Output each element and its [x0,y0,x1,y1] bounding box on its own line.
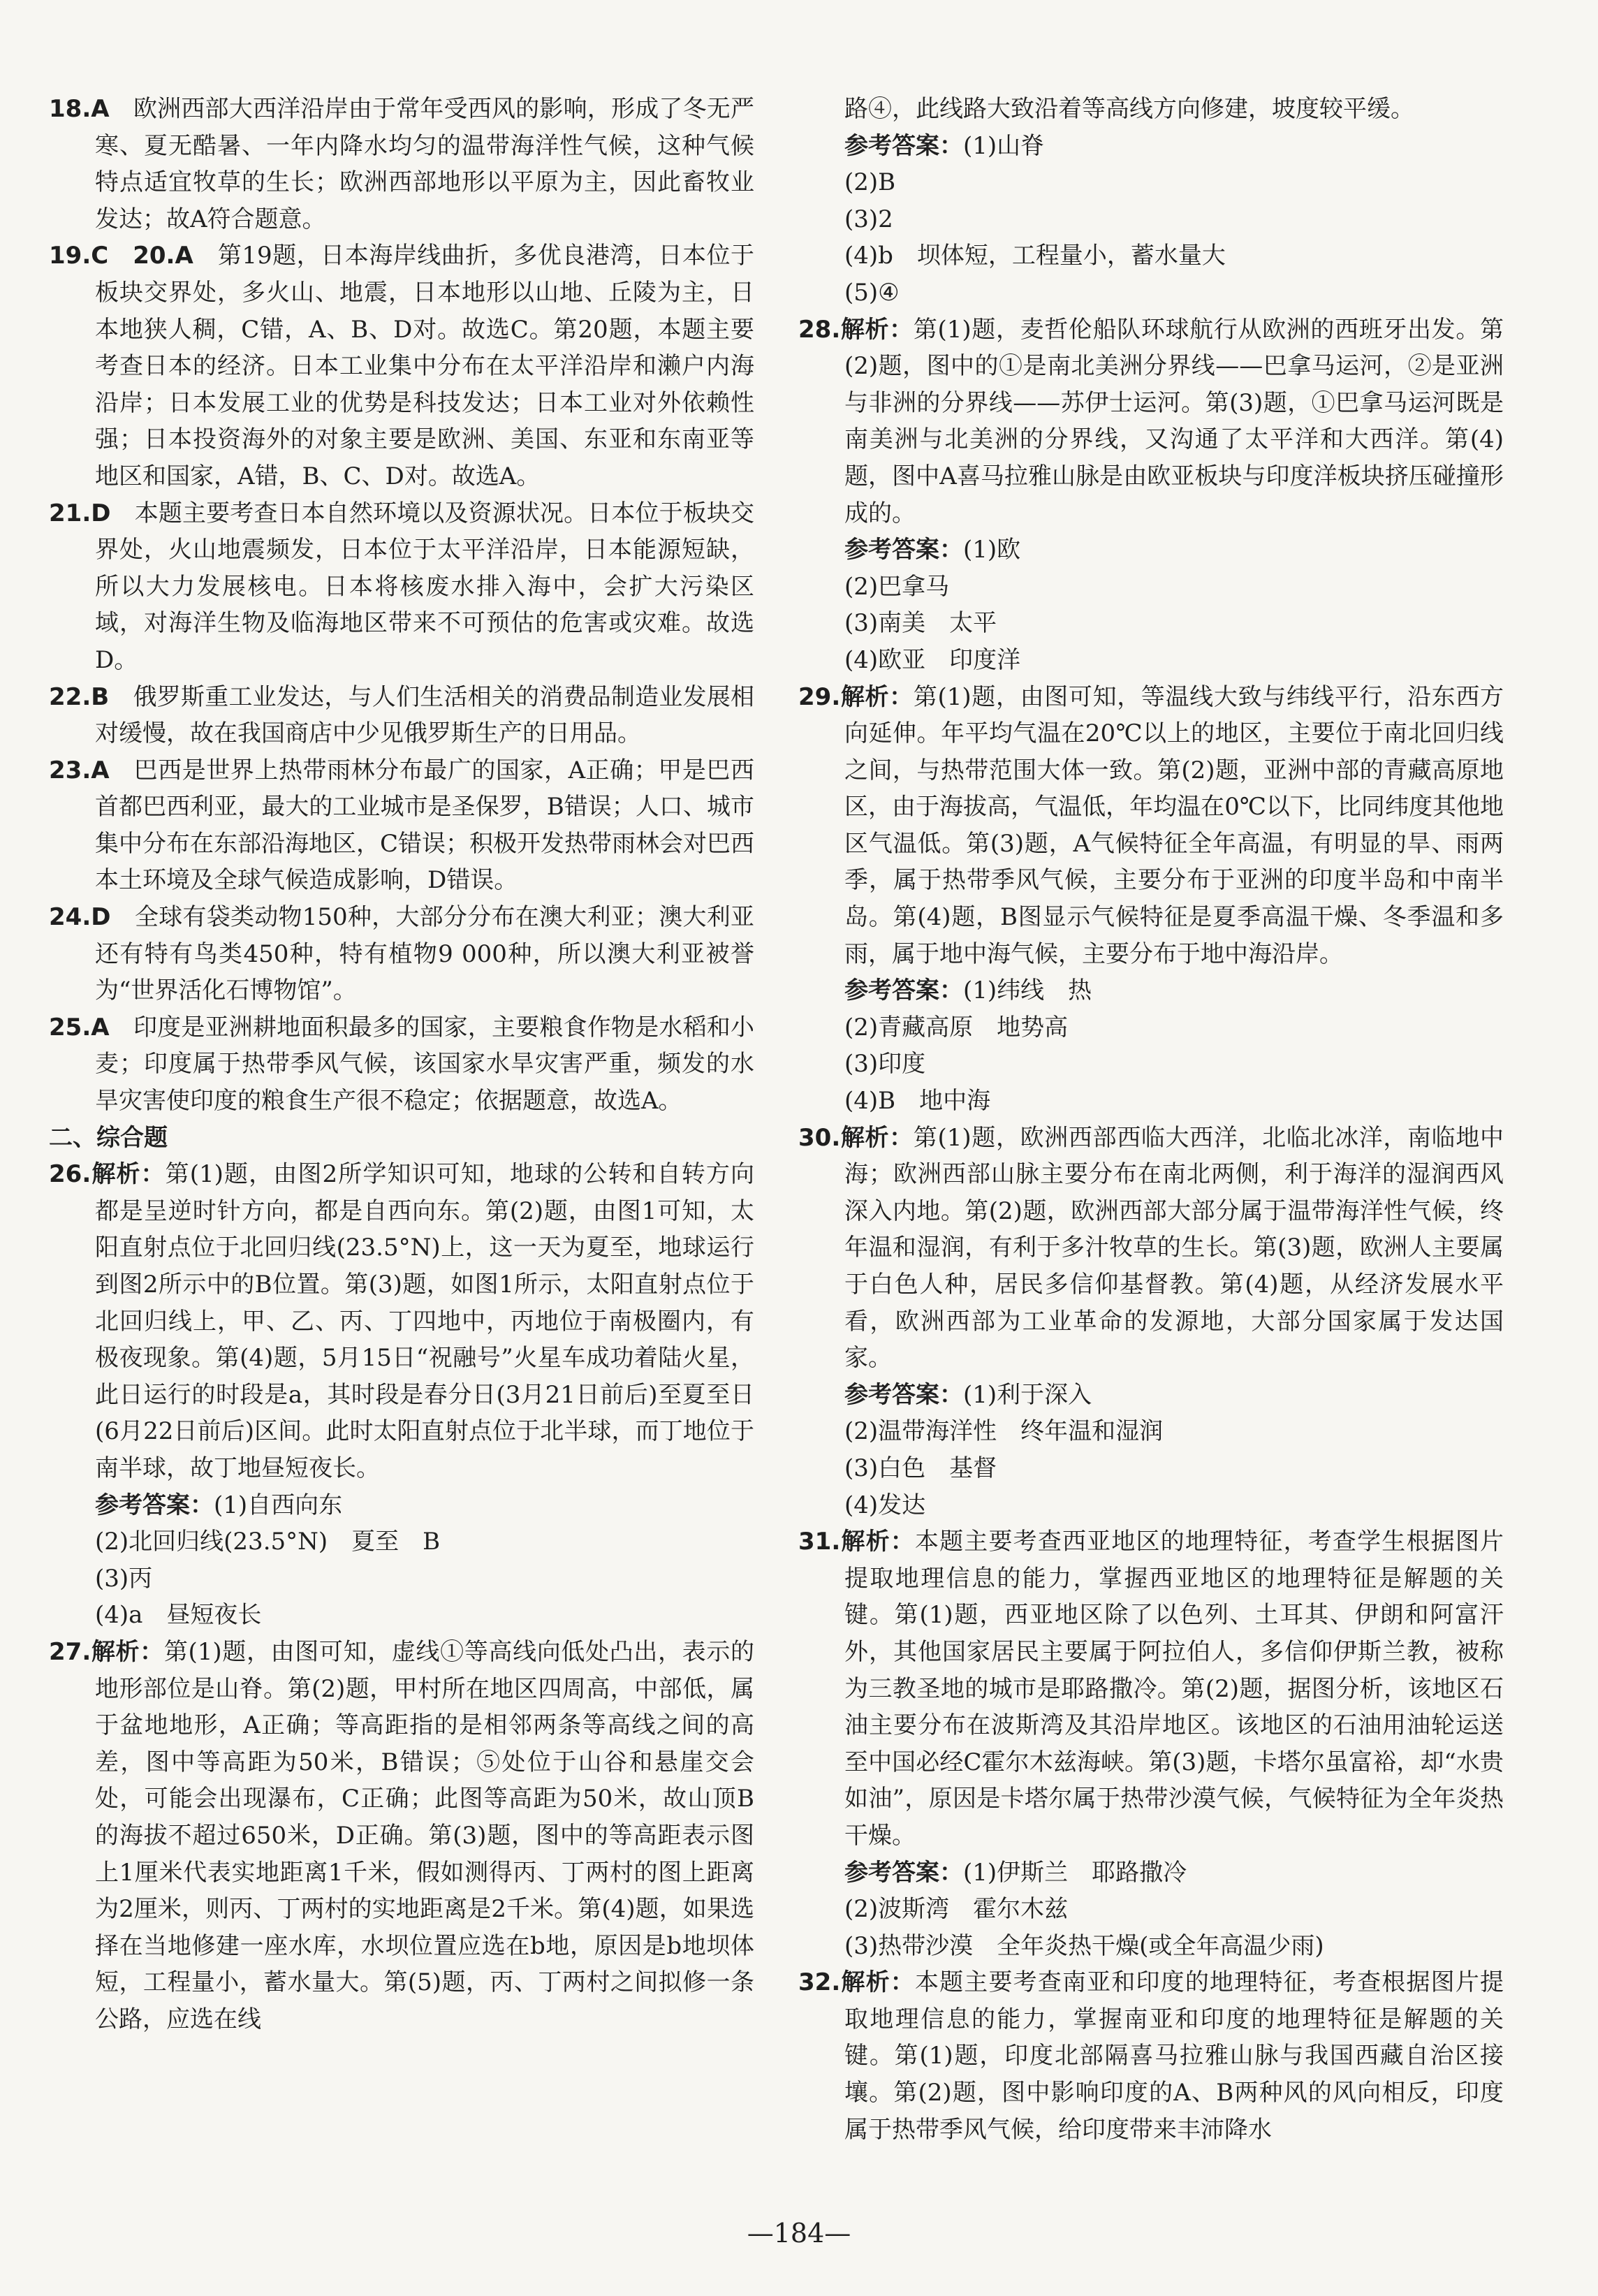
answer-item-18 [49,91,754,237]
analysis-text: 第(1)题，由图可知，虚线①等高线向低处凸出，表示的地形部位是山脊。第(2)题，甲村所在地区四周高，中部低，属于盆地地形，A正确；等高距指的是相邻两条等高线之间的高差，图中等高距为50米，B错误；⑤处位于山谷和悬崖交会处，可能会出现瀑布，C正确；此图等高距为50米，故山顶B的海拔不超过650米，D正确。第(3)题，图中的等高距表示图上1厘米代表实地距离1千米，假如测得丙、丁两村的图上距离为2厘米，则丙、丁两村的实地距离是2千米。第(4)题，如果选择在当地修建一座水库，水坝位置应选在b地，原因是b地坝体短，工程量小，蓄水量大。第(5)题，丙、丁两村之间拟修一条公路，应选在线 [95,1637,754,2033]
answer-item-31 [798,1523,1504,1854]
answer-line: (4)欧亚 印度洋 [844,645,1021,674]
answer-item-23 [49,752,754,899]
reference-answer-label: 参考答案： [844,536,963,564]
item-label: 23.A [49,756,110,784]
answer-line: (3)2 [844,205,893,233]
answer-item-25 [49,1009,754,1120]
answer-page [49,91,1551,2186]
page-number: —184— [747,2218,851,2249]
answer-line: (2)北回归线(23.5°N) 夏至 B [95,1528,441,1556]
left-column [49,91,754,2038]
answer-item-27-continued: 路④，此线路大致沿着等高线方向修建，坡度较平缓。 [844,95,1414,123]
answer-item-22 [49,679,754,752]
analysis-label: 29.解析： [798,682,914,711]
answer-line: (3)南美 太平 [844,609,997,638]
answer-line: (5)④ [844,278,900,307]
item-text: 欧洲西部大西洋沿岸由于常年受西风的影响，形成了冬无严寒、夏无酷暑、一年内降水均匀的温带海洋性气候，这种气候特点适宜牧草的生长；欧洲西部地形以平原为主，因此畜牧业发达；故A符合题意。 [95,95,755,233]
analysis-label: 32.解析： [798,1968,915,1997]
reference-answer-heading [798,128,1504,165]
analysis-text: 第(1)题，由图可知，等温线大致与纬线平行，沿东西方向延伸。年平均气温在20℃以上的地区，主要位于南北回归线之间，与热带范围大体一致。第(2)题，亚洲中部的青藏高原地区，由于海拔高，气温低，年均温在0℃以下，比同纬度其他地区气温低。第(3)题，A气候特征全年高温，有明显的旱、雨两季，属于热带季风气候，主要分布于亚洲的印度半岛和中南半岛。第(4)题，B图显示气候特征是夏季高温干燥、冬季温和多雨，属于地中海气候，主要分布于地中海沿岸。 [844,682,1504,968]
answer-line: (1)自西向东 [214,1491,343,1519]
item-label: 22.B [49,682,110,711]
reference-answer-heading [798,1377,1504,1414]
item-text: 第19题，日本海岸线曲折，多优良港湾，日本位于板块交界处，多火山、地震，日本地形以山地、丘陵为主，日本地狭人稠，C错，A、B、D对。故选C。第20题，本题主要考查日本的经济。日本工业集中分布在太平洋沿岸和濑户内海沿岸；日本发展工业的优势是科技发达；日本工业对外依赖性强；日本投资海外的对象主要是欧洲、美国、东亚和东南亚等地区和国家，A错，B、C、D对。故选A。 [95,242,755,490]
right-column [798,91,1504,2148]
answer-item-28 [798,312,1504,532]
reference-answer-heading [798,1855,1504,1892]
answer-item-26 [49,1156,754,1486]
analysis-text: 第(1)题，麦哲伦船队环球航行从欧洲的西班牙出发。第(2)题，图中的①是南北美洲分界线——巴拿马运河，②是亚洲与非洲的分界线——苏伊士运河。第(3)题，①巴拿马运河既是南美洲与北美洲的分界线，又沟通了太平洋和大西洋。第(4)题，图中A喜马拉雅山脉是由欧亚板块与印度洋板块挤压碰撞形成的。 [844,315,1504,527]
answer-line: (3)印度 [844,1050,926,1078]
answer-item-32 [798,1964,1504,2148]
answer-line: (3)白色 基督 [844,1454,997,1482]
answer-line: (3)热带沙漠 全年炎热干燥(或全年高温少雨) [844,1931,1324,1960]
reference-answer-label: 参考答案： [844,977,963,1005]
reference-answer-label: 参考答案： [95,1491,214,1519]
item-label: 24.D [49,903,111,932]
item-text: 印度是亚洲耕地面积最多的国家，主要粮食作物是水稻和小麦；印度属于热带季风气候，该国家水旱灾害严重，频发的水旱灾害使印度的粮食生产很不稳定；依据题意，故选A。 [95,1013,755,1116]
analysis-text: 本题主要考查西亚地区的地理特征，考查学生根据图片提取地理信息的能力，掌握西亚地区的地理特征是解题的关键。第(1)题，西亚地区除了以色列、土耳其、伊朗和阿富汗外，其他国家居民主要属于阿拉伯人，多信仰伊斯兰教，被称为三教圣地的城市是耶路撒冷。第(2)题，据图分析，该地区石油主要分布在波斯湾及其沿岸地区。该地区的石油用油轮运送至中国必经C霍尔木兹海峡。第(3)题，卡塔尔虽富裕，却“水贵如油”，原因是卡塔尔属于热带沙漠气候，气候特征为全年炎热干燥。 [844,1528,1504,1850]
reference-answer-label: 参考答案： [844,131,963,160]
answer-line: (4)b 坝体短，工程量小，蓄水量大 [844,242,1226,270]
answer-line: (3)丙 [95,1564,153,1593]
answer-line: (1)纬线 热 [963,977,1092,1005]
reference-answer-heading [798,532,1504,569]
item-label: 21.D [49,499,111,527]
answer-line: (2)波斯湾 霍尔木兹 [844,1895,1069,1924]
section-title: 二、综合题 [49,1123,168,1152]
answer-line: (2)温带海洋性 终年温和湿润 [844,1417,1164,1446]
analysis-label: 27.解析： [49,1637,164,1666]
item-text: 本题主要考查日本自然环境以及资源状况。日本位于板块交界处，火山地震频发，日本位于太平洋沿岸，日本能源短缺，所以大力发展核电。日本将核废水排入海中，会扩大污染区域，对海洋生物及临海地区带来不可预估的危害或灾难。故选D。 [95,499,755,674]
item-label: 25.A [49,1013,110,1041]
item-label: 19.C 20.A [49,242,193,270]
analysis-text: 第(1)题，由图2所学知识可知，地球的公转和自转方向都是呈逆时针方向，都是自西向东。第(2)题，由图1可知，太阳直射点位于北回归线(23.5°N)上，这一天为夏至，地球运行到图2所示中的B位置。第(3)题，如图1所示，太阳直射点位于北回归线上，甲、乙、丙、丁四地中，丙地位于南极圈内，有极夜现象。第(4)题，5月15日“祝融号”火星车成功着陆火星，此日运行的时段是a，其时段是春分日(3月21日前后)至夏至日(6月22日前后)区间。此时太阳直射点位于北半球，而丁地位于南半球，故丁地昼短夜长。 [95,1160,754,1482]
answer-item-19-20 [49,237,754,495]
answer-line: (1)伊斯兰 耶路撒冷 [963,1858,1187,1887]
answer-line: (1)山脊 [963,131,1045,160]
answer-item-29 [798,679,1504,973]
answer-line: (2)巴拿马 [844,572,950,601]
analysis-label: 26.解析： [49,1160,166,1189]
reference-answer-label: 参考答案： [844,1380,963,1409]
answer-line: (4)发达 [844,1491,926,1519]
answer-line: (2)青藏高原 地势高 [844,1013,1069,1041]
reference-answer-heading [49,1487,754,1524]
answer-line: (4)B 地中海 [844,1087,991,1116]
item-label: 18.A [49,95,110,123]
answer-line: (4)a 昼短夜长 [95,1601,262,1630]
analysis-label: 28.解析： [798,315,914,344]
answer-line: (1)利于深入 [963,1380,1092,1409]
answer-line: (2)B [844,168,896,197]
item-text: 全球有袋类动物150种，大部分分布在澳大利亚；澳大利亚还有特有鸟类450种，特有植物9 000种，所以澳大利亚被誉为“世界活化石博物馆”。 [95,903,754,1005]
answer-item-27 [49,1634,754,2038]
analysis-label: 30.解析： [798,1123,914,1152]
analysis-text: 第(1)题，欧洲西部西临大西洋，北临北冰洋，南临地中海；欧洲西部山脉主要分布在南北两侧，利于海洋的湿润西风深入内地。第(2)题，欧洲西部大部分属于温带海洋性气候，终年温和湿润，有利于多汁牧草的生长。第(3)题，欧洲人主要属于白色人种，居民多信仰基督教。第(4)题，从经济发展水平看，欧洲西部为工业革命的发源地，大部分国家属于发达国家。 [844,1123,1504,1373]
analysis-label: 31.解析： [798,1528,915,1556]
analysis-text: 本题主要考查南亚和印度的地理特征，考查根据图片提取地理信息的能力，掌握南亚和印度的地理特征是解题的关键。第(1)题，印度北部隔喜马拉雅山脉与我国西藏自治区接壤。第(2)题，图中影响印度的A、B两种风的风向相反，印度属于热带季风气候，给印度带来丰沛降水 [844,1968,1504,2144]
answer-item-24 [49,899,754,1009]
item-text: 俄罗斯重工业发达，与人们生活相关的消费品制造业发展相对缓慢，故在我国商店中少见俄罗斯生产的日用品。 [95,682,755,748]
reference-answer-label: 参考答案： [844,1858,963,1887]
answer-item-21 [49,495,754,679]
item-text: 巴西是世界上热带雨林分布最广的国家，A正确；甲是巴西首都巴西利亚，最大的工业城市是圣保罗，B错误；人口、城市集中分布在东部沿海地区，C错误；积极开发热带雨林会对巴西本土环境及全球气候造成影响，D错误。 [95,756,755,895]
answer-item-30 [798,1120,1504,1377]
reference-answer-heading [798,972,1504,1009]
answer-line: (1)欧 [963,536,1021,564]
